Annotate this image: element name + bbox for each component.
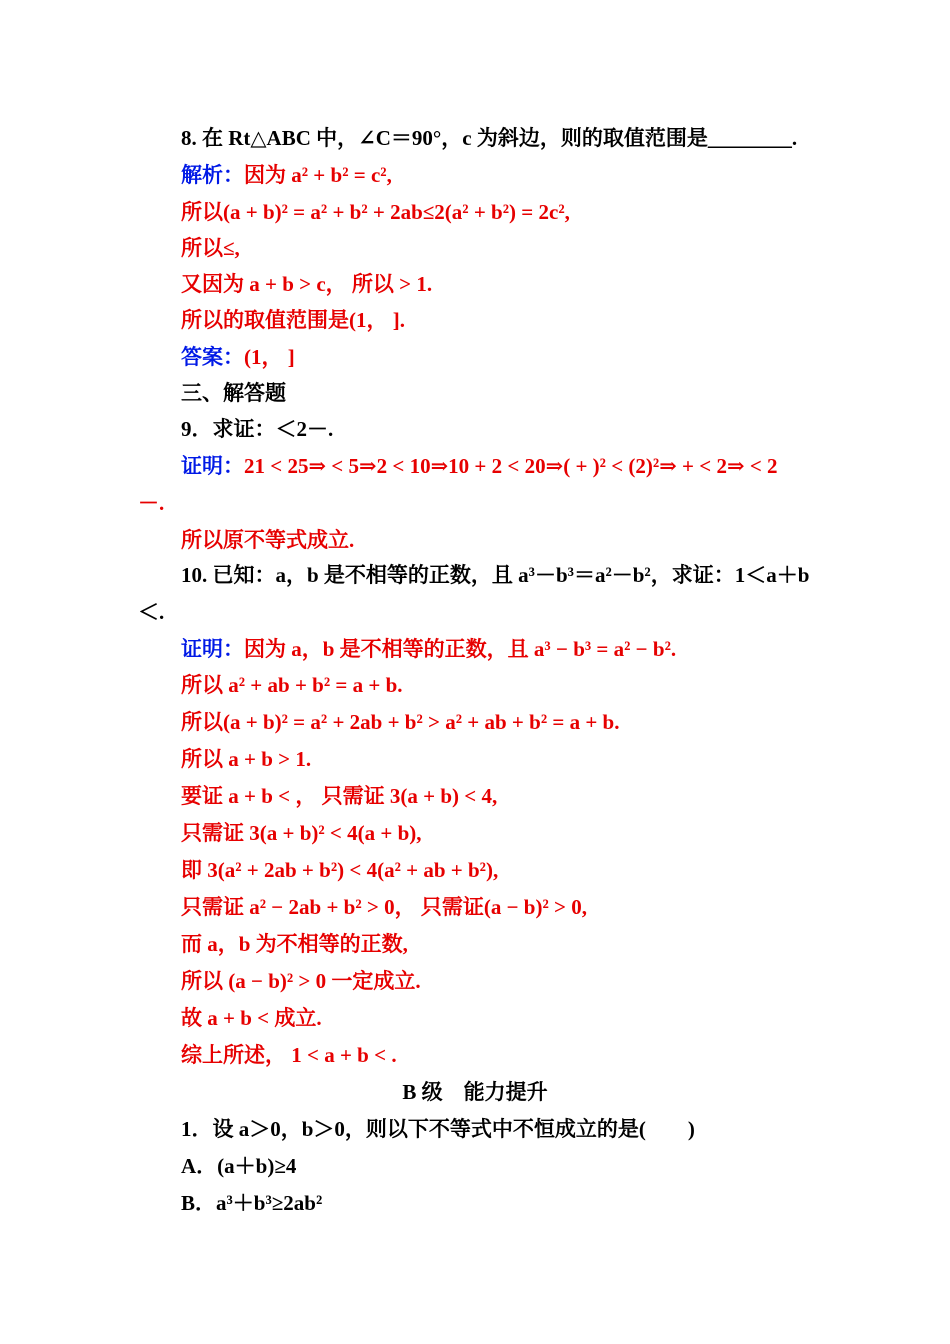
- q10-proof-line-3: 所以(a + b)² = a² + 2ab + b² > a² + ab + b² = a + b.: [181, 710, 620, 734]
- q10-proof-line-6: 只需证 3(a + b)² < 4(a + b),: [181, 821, 422, 845]
- question-10: 10. 已知：a，b 是不相等的正数，且 a³－b³＝a²－b²，求证：1＜a＋b: [181, 563, 810, 587]
- answer-text: (1， ]: [244, 345, 295, 369]
- q8-solution-line-5: 所以的取值范围是(1， ].: [181, 308, 405, 332]
- q10-proof-line-9: 而 a，b 为不相等的正数,: [181, 932, 408, 956]
- option-a: A．(a＋b)≥4: [181, 1154, 297, 1178]
- q10-proof-line-7: 即 3(a² + 2ab + b²) < 4(a² + ab + b²),: [181, 858, 499, 882]
- proof-text: 21 < 25⇒ < 5⇒2 < 10⇒10 + 2 < 20⇒( + )² < (2)²⇒ + < 2⇒ < 2: [244, 454, 778, 478]
- proof-label: 证明：: [181, 454, 244, 478]
- q10-proof-line-11: 故 a + b < 成立.: [181, 1006, 322, 1030]
- q8-solution-line-1: [181, 161, 392, 189]
- q9-proof-line-1-cont: －.: [138, 491, 165, 515]
- q10-proof-line-10: 所以 (a − b)² > 0 一定成立.: [181, 969, 421, 993]
- q8-solution-line-2: 所以(a + b)² = a² + b² + 2ab≤2(a² + b²) = 2c²,: [181, 200, 570, 224]
- answer-label: 答案：: [181, 345, 244, 369]
- q10-proof-line-12: 综上所述， 1 < a + b < .: [181, 1043, 397, 1067]
- option-b: B．a³＋b³≥2ab²: [181, 1191, 323, 1215]
- proof-text: 因为 a，b 是不相等的正数，且 a³ − b³ = a² − b².: [244, 637, 677, 661]
- q10-proof-line-8: 只需证 a² − 2ab + b² > 0， 只需证(a − b)² > 0,: [181, 895, 587, 919]
- q10-proof-line-5: 要证 a + b < ， 只需证 3(a + b) < 4,: [181, 784, 498, 808]
- q8-answer: [181, 343, 295, 371]
- q10-proof-line-4: 所以 a + b > 1.: [181, 747, 312, 771]
- solution-label: 解析：: [181, 163, 244, 187]
- q9-proof-line-2: 所以原不等式成立.: [181, 528, 355, 552]
- proof-label: 证明：: [181, 637, 244, 661]
- level-b-heading: B 级 能力提升: [402, 1080, 548, 1104]
- q9-proof-line-1: [181, 452, 778, 480]
- solution-text: 因为 a² + b² = c²,: [244, 163, 392, 187]
- b-question-1: 1．设 a＞0，b＞0，则以下不等式中不恒成立的是( ): [181, 1117, 695, 1141]
- section-heading: 三、解答题: [181, 381, 286, 405]
- question-9: 9．求证：＜2－.: [181, 417, 334, 441]
- question-8: 8. 在 Rt△ABC 中，∠C＝90°，c 为斜边，则的取值范围是________.: [181, 126, 798, 150]
- q8-solution-line-3: 所以≤,: [181, 236, 240, 260]
- q8-solution-line-4: 又因为 a + b > c， 所以 > 1.: [181, 272, 433, 296]
- q10-proof-line-1: [181, 635, 676, 663]
- question-10-cont: ＜.: [138, 600, 165, 624]
- q10-proof-line-2: 所以 a² + ab + b² = a + b.: [181, 673, 403, 697]
